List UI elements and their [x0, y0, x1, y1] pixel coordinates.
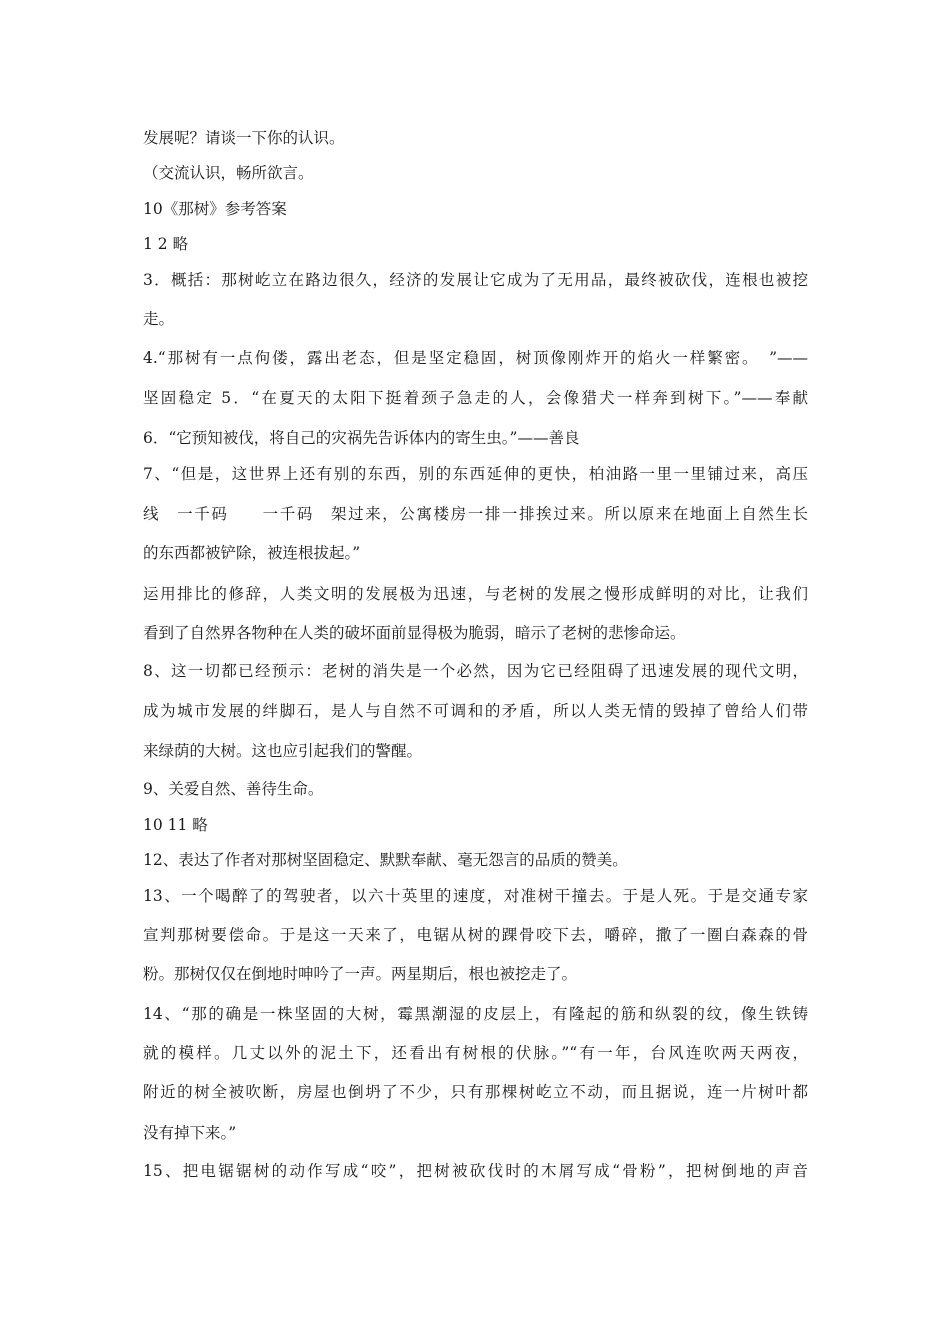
- text-line-27: 没有掉下来。”: [143, 1124, 237, 1142]
- text-line-12: 的东西都被铲除，被连根拔起。”: [143, 544, 361, 562]
- text-line-11: 线 一千码 一千码 架过来，公寓楼房一排一排挨过来。所以原来在地面上自然生长: [143, 505, 808, 523]
- text-line-10: 7、“但是，这世界上还有别的东西，别的东西延伸的更快，柏油路一里一里铺过来，高压: [143, 465, 808, 483]
- text-line-1: 发展呢？请谈一下你的认识。: [143, 129, 345, 147]
- text-line-16: 成为城市发展的绊脚石，是人与自然不可调和的矛盾，所以人类无情的毁掉了曾给人们带: [143, 702, 808, 720]
- text-line-4: 1 2 略: [143, 235, 189, 253]
- text-line-15: 8、这一切都已经预示：老树的消失是一个必然，因为它已经阻碍了迅速发展的现代文明，: [143, 662, 808, 680]
- text-line-28: 15、把电锯锯树的动作写成“咬”，把树被砍伐时的木屑写成“骨粉”，把树倒地的声音: [143, 1162, 808, 1180]
- text-line-24: 14、“那的确是一株坚固的大树，霉黑潮湿的皮层上，有隆起的筋和纵裂的纹，像生铁铸: [143, 1005, 808, 1023]
- text-line-9: 6．“它预知被伐，将自己的灾祸先告诉体内的寄生虫。”——善良: [143, 429, 580, 447]
- text-line-14: 看到了自然界各物种在人类的破坏面前显得极为脆弱，暗示了老树的悲惨命运。: [143, 624, 686, 642]
- text-line-21: 13、一个喝醉了的驾驶者，以六十英里的速度，对准树干撞去。于是人死。于是交通专家: [143, 887, 808, 905]
- text-line-20: 12、表达了作者对那树坚固稳定、默默奉献、毫无怨言的品质的赞美。: [143, 851, 628, 869]
- text-line-6: 走。: [143, 310, 175, 328]
- section-heading: 10《那树》参考答案: [143, 200, 287, 218]
- text-line-7: 4.“那树有一点佝偻，露出老态，但是坚定稳固，树顶像刚炸开的焰火一样繁密。 ”——: [143, 349, 808, 367]
- text-line-23: 粉。那树仅仅在倒地时呻吟了一声。两星期后，根也被挖走了。: [143, 965, 578, 983]
- text-line-17: 来绿荫的大树。这也应引起我们的警醒。: [143, 742, 423, 760]
- text-line-22: 宣判那树要偿命。于是这一天来了，电锯从树的踝骨咬下去，嚼碎，撒了一圈白森森的骨: [143, 926, 808, 944]
- text-line-18: 9、关爱自然、善待生命。: [143, 780, 324, 798]
- text-line-25: 就的模样。几丈以外的泥土下，还看出有树根的伏脉。”“有一年，台风连吹两天两夜，: [143, 1044, 808, 1062]
- text-line-5: 3．概括：那树屹立在路边很久，经济的发展让它成为了无用品，最终被砍伐，连根也被挖: [143, 271, 808, 289]
- text-line-19: 10 11 略: [143, 816, 208, 834]
- text-line-2: （交流认识，畅所欲言。: [143, 164, 314, 182]
- text-line-8: 坚固稳定 5．“在夏天的太阳下挺着颈子急走的人，会像猎犬一样奔到树下。”——奉献: [143, 389, 808, 407]
- text-line-26: 附近的树全被吹断，房屋也倒坍了不少，只有那棵树屹立不动，而且据说，连一片树叶都: [143, 1083, 808, 1101]
- text-line-13: 运用排比的修辞，人类文明的发展极为迅速，与老树的发展之慢形成鲜明的对比，让我们: [143, 585, 808, 603]
